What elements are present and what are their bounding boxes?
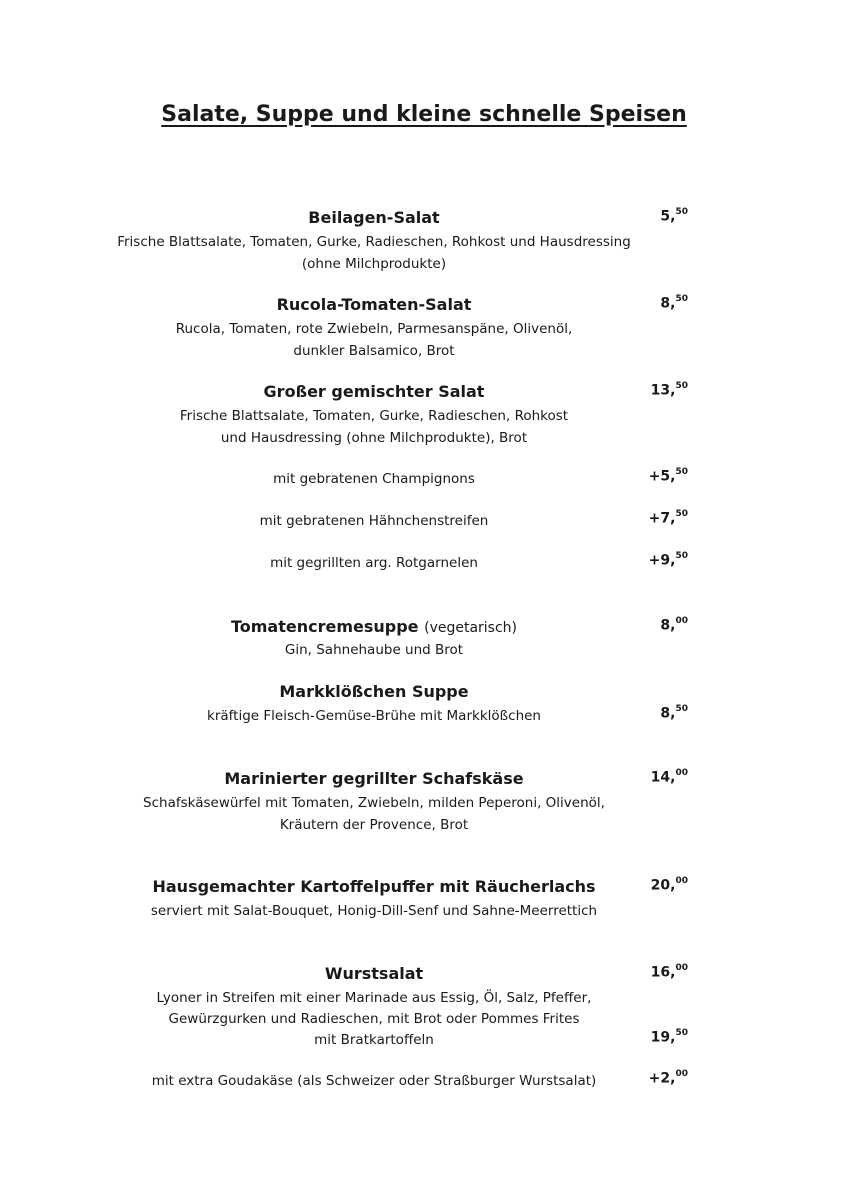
item-desc-wurstsalat-2: Gewürzgurken und Radieschen, mit Brot oder Pommes Frites xyxy=(168,1011,580,1027)
item-name-tomatencremesuppe: Tomatencremesuppe (vegetarisch) xyxy=(230,617,518,636)
item-price-beilagen-salat: 5,50 xyxy=(660,207,688,225)
addon-price-haehnchenstreifen: +7,50 xyxy=(648,509,688,527)
item-desc-schafskaese-2: Kräutern der Provence, Brot xyxy=(279,817,469,833)
item-desc-beilagen-salat-1: Frische Blattsalate, Tomaten, Gurke, Radieschen, Rohkost und Hausdressing xyxy=(117,234,631,250)
item-name-schafskaese: Marinierter gegrillter Schafskäse xyxy=(224,769,524,788)
item-price-tomatencremesuppe: 8,00 xyxy=(660,616,688,634)
addon-champignons: mit gebratenen Champignons xyxy=(273,471,475,487)
item-name-markkloesschen-suppe: Markklößchen Suppe xyxy=(279,682,469,701)
item-price-schafskaese: 14,00 xyxy=(650,768,688,786)
item-price-grosser-gemischter-salat: 13,50 xyxy=(650,381,688,399)
item-price-markkloesschen-suppe: 8,50 xyxy=(660,704,688,722)
item-desc-grosser-gemischter-salat-2: und Hausdressing (ohne Milchprodukte), Brot xyxy=(220,430,528,446)
page-title: Salate, Suppe und kleine schnelle Speisen xyxy=(161,102,687,127)
item-note-vegetarisch: (vegetarisch) xyxy=(424,620,518,636)
addon-goudakaese: mit extra Goudakäse (als Schweizer oder Straßburger Wurstsalat) xyxy=(151,1073,597,1089)
addon-price-goudakaese: +2,00 xyxy=(648,1069,688,1087)
item-desc-kartoffelpuffer: serviert mit Salat-Bouquet, Honig-Dill-Senf und Sahne-Meerrettich xyxy=(150,903,598,919)
item-desc-grosser-gemischter-salat-1: Frische Blattsalate, Tomaten, Gurke, Radieschen, Rohkost xyxy=(179,408,569,424)
item-name-rucola-tomaten-salat: Rucola-Tomaten-Salat xyxy=(276,295,472,314)
item-price-kartoffelpuffer: 20,00 xyxy=(650,876,688,894)
item-desc-tomatencremesuppe: Gin, Sahnehaube und Brot xyxy=(284,642,464,658)
item-price-wurstsalat-bratkartoffeln: 19,50 xyxy=(650,1028,688,1046)
item-name-kartoffelpuffer: Hausgemachter Kartoffelpuffer mit Räucherlachs xyxy=(152,877,596,896)
addon-haehnchenstreifen: mit gebratenen Hähnchenstreifen xyxy=(259,513,489,529)
addon-price-rotgarnelen: +9,50 xyxy=(648,551,688,569)
item-desc-rucola-tomaten-salat-2: dunkler Balsamico, Brot xyxy=(293,343,455,359)
item-name-wurstsalat: Wurstsalat xyxy=(324,964,424,983)
item-price-wurstsalat: 16,00 xyxy=(650,963,688,981)
item-desc-wurstsalat-1: Lyoner in Streifen mit einer Marinade aus Essig, Öl, Salz, Pfeffer, xyxy=(156,990,592,1006)
addon-rotgarnelen: mit gegrillten arg. Rotgarnelen xyxy=(270,555,478,571)
item-name-grosser-gemischter-salat: Großer gemischter Salat xyxy=(263,382,485,401)
item-desc-wurstsalat-3: mit Bratkartoffeln xyxy=(314,1032,434,1048)
item-desc-beilagen-salat-2: (ohne Milchprodukte) xyxy=(301,256,447,272)
item-name-beilagen-salat: Beilagen-Salat xyxy=(308,208,440,227)
addon-price-champignons: +5,50 xyxy=(648,467,688,485)
item-desc-markkloesschen-suppe: kräftige Fleisch-Gemüse-Brühe mit Markklößchen xyxy=(207,708,541,724)
item-desc-schafskaese-1: Schafskäsewürfel mit Tomaten, Zwiebeln, milden Peperoni, Olivenöl, xyxy=(143,795,605,811)
item-desc-rucola-tomaten-salat-1: Rucola, Tomaten, rote Zwiebeln, Parmesanspäne, Olivenöl, xyxy=(175,321,573,337)
item-price-rucola-tomaten-salat: 8,50 xyxy=(660,294,688,312)
